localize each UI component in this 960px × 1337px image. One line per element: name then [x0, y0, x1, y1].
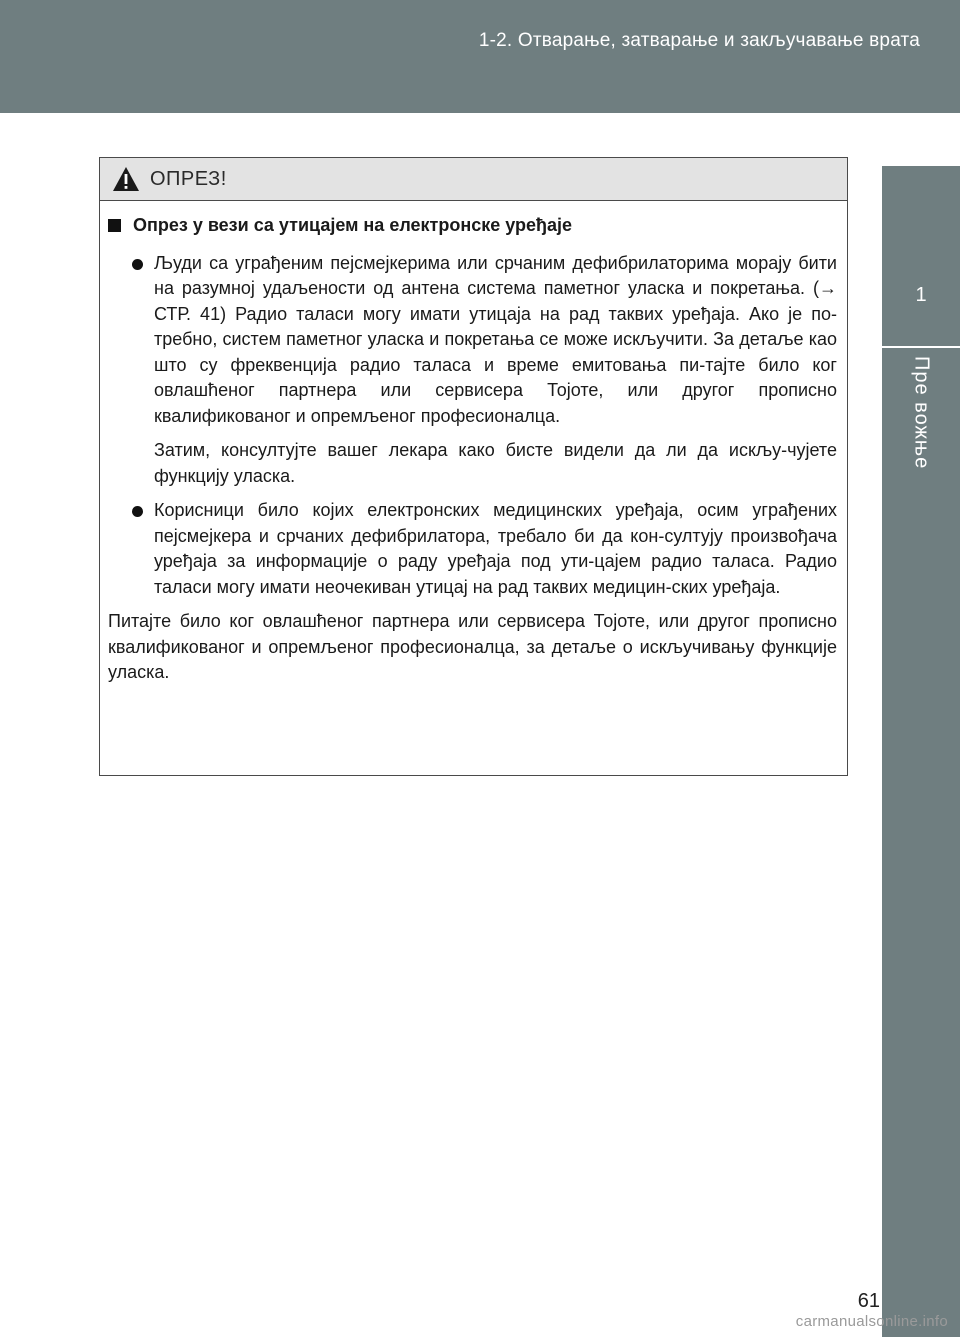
bullet-dot-icon: [132, 506, 143, 517]
section-heading: [108, 213, 837, 239]
closing-paragraph: Питајте било ког овлашћеног партнера или сервисера Тојоте, или другог прописно квалификованог и опремљеног професионалца, за детаље о искључивању функције уласка.: [108, 611, 837, 682]
caution-header: [100, 158, 847, 201]
chapter-tab-label-band: [882, 348, 960, 1337]
header-band: [0, 0, 960, 113]
watermark: carmanualsonline.info: [795, 1313, 948, 1330]
bullet-dot-icon: [132, 259, 143, 270]
bullet-paragraph: Затим, консултујте вашег лекара како бисте видели да ли да искљу-чујете функцију уласка.: [154, 440, 837, 486]
section-heading-text: Опрез у вези са утицајем на електронске уређаје: [133, 215, 573, 235]
bullet-item: [108, 251, 837, 490]
section-title: 1-2. Отварање, затварање и закључавање врата: [478, 30, 920, 51]
bullet-paragraph: Корисници било којих електронских медицинских уређаја, осим уграђених пејсмејкера и срчаних дефибрилатора, требало би да кон-султују произвођача уређаја за информације о раду уређаја под ути-цајем радио таласа. Радио таласи могу имати неочекиван утицај на рад таквих медицин-ских уређаја.: [154, 500, 837, 597]
caution-title: ОПРЕЗ!: [150, 167, 227, 190]
chapter-label: Пре вожње: [910, 356, 933, 470]
square-bullet-icon: [108, 219, 121, 232]
caution-box: [99, 157, 848, 776]
bullet-paragraph: Људи са уграђеним пејсмејкерима или срчаним дефибрилаторима морају бити на разумној удаљености од антена система паметног уласка и покретања. (→ СТР. 41) Радио таласи могу имати утицаја на рад таквих уређаја. Ако је по-требно, систем паметног уласка и покретања се може искључити. За детаље као што су фреквенција радио таласа и време емитовања пи-тајте било ког овлашћеног партнера или сервисера Тојоте, или другог прописно квалификованог и опремљеног професионалца.: [154, 252, 837, 426]
page-number: 61: [857, 1290, 880, 1312]
bullet-item: [108, 498, 837, 600]
chapter-number: 1: [915, 284, 927, 306]
warning-triangle-icon: [112, 166, 140, 192]
chapter-tab: [882, 166, 960, 346]
caution-body: [100, 201, 847, 686]
